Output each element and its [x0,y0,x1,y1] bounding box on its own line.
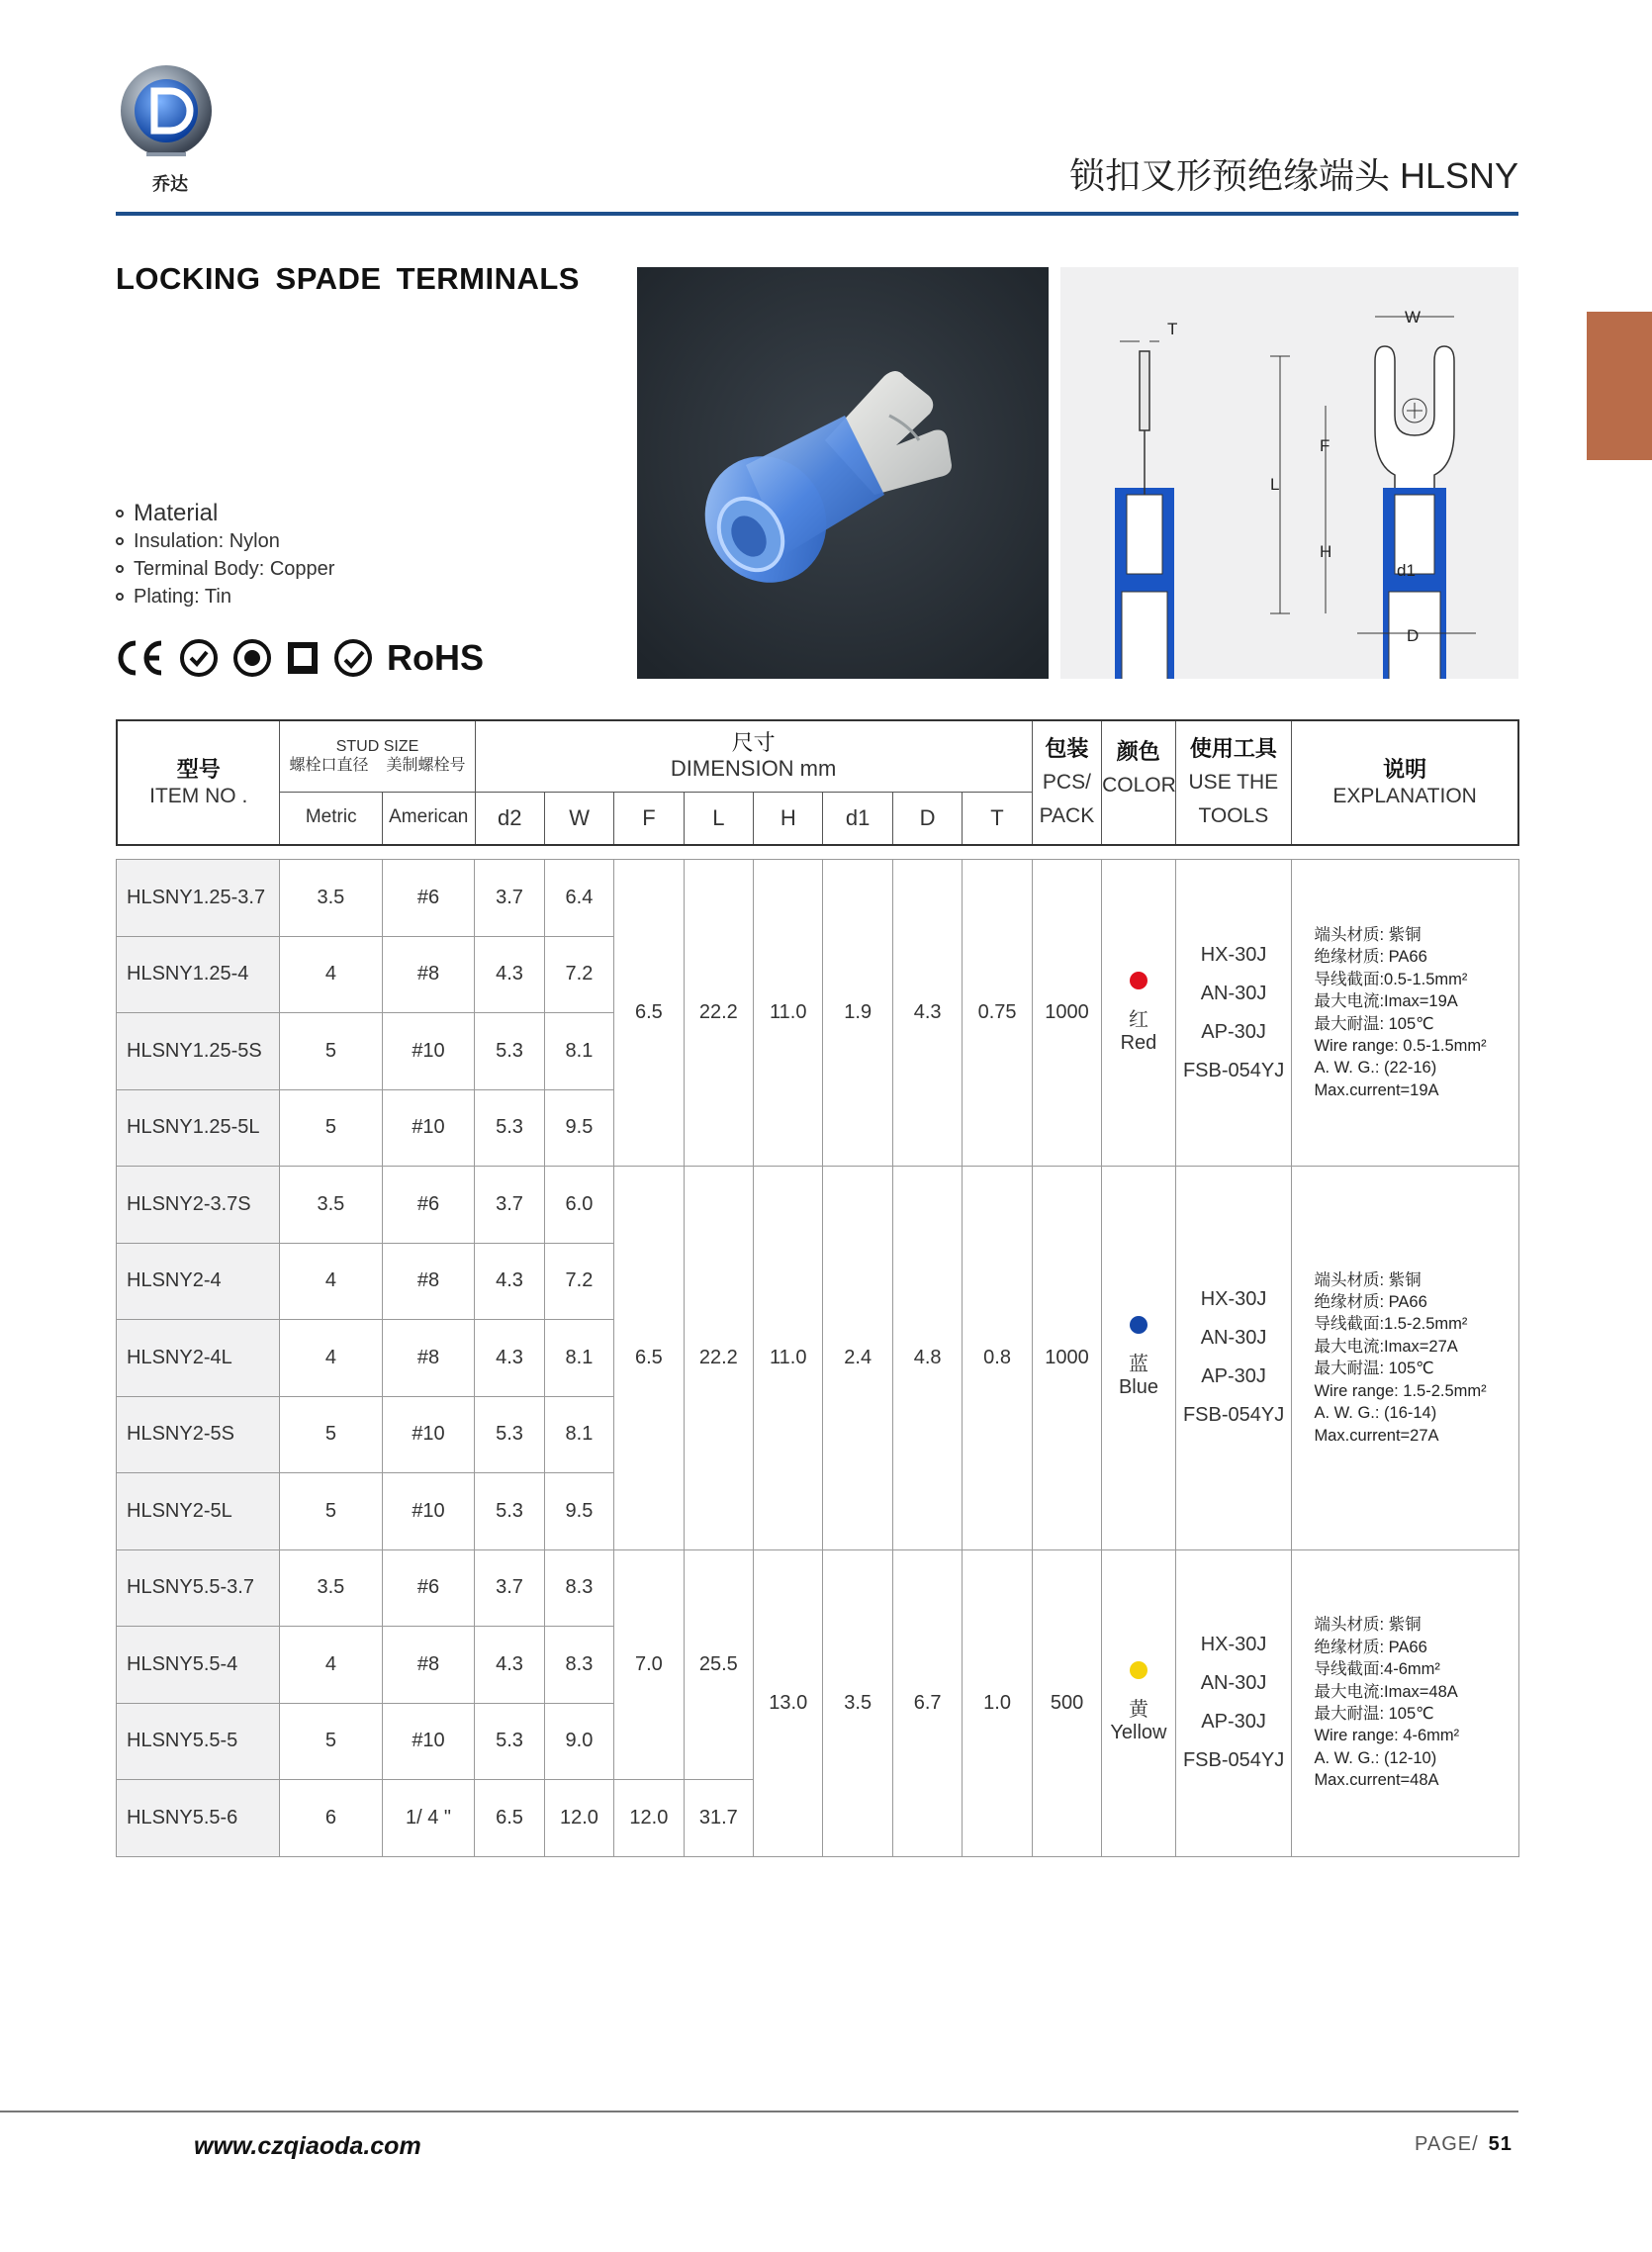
explanation-line: 最大电流:Imax=48A [1314,1682,1458,1701]
bullet-icon [116,537,124,545]
h-cell: 13.0 [754,1549,823,1856]
color-cn: 黄 [1128,1699,1148,1721]
explanation-line: Max.current=27A [1314,1426,1439,1445]
quality-mark-icon [232,638,272,678]
item-no: HLSNY2-5S [117,1396,280,1473]
metric-cell: 3.5 [280,1549,383,1627]
header-tools [1175,720,1292,845]
american-cell: #8 [382,936,475,1013]
explanation-line: 最大电流:Imax=27A [1314,1337,1458,1356]
footer-divider [0,2111,1518,2112]
explanation-line: 最大耐温: 105℃ [1314,1360,1434,1378]
tool-name: AP-30J [1201,1020,1266,1043]
american-cell: #8 [382,1243,475,1320]
ce-mark-icon [116,638,165,678]
header-dim-l: L [684,792,753,845]
d-cell: 4.8 [892,1167,962,1550]
header-stud-title: STUD SIZE [335,738,419,756]
explanation-cell [1292,1549,1519,1856]
header-dim-t: T [963,792,1032,845]
item-no: HLSNY1.25-5L [117,1089,280,1167]
metric-cell: 5 [280,1396,383,1473]
explanation-cell [1292,1167,1519,1550]
certification-marks [116,633,484,683]
d2-cell: 4.3 [475,1243,544,1320]
header-pack-cn: 包装 [1045,736,1089,761]
color-dot-icon [1130,1316,1147,1334]
ul-mark-icon [286,638,320,678]
f-cell: 7.0 [614,1549,684,1780]
tool-name: HX-30J [1200,1288,1267,1311]
w-cell: 8.1 [544,1013,613,1090]
explanation-line: 端头材质: 紫铜 [1314,1616,1422,1635]
t-cell: 0.8 [963,1167,1032,1550]
w-cell: 9.5 [544,1089,613,1167]
w-cell: 12.0 [544,1780,613,1857]
color-en: Red [1120,1031,1157,1054]
l-cell: 25.5 [684,1549,753,1780]
w-cell: 6.4 [544,860,613,937]
h-cell: 11.0 [754,1167,823,1550]
tools-cell [1175,1549,1292,1856]
item-no: HLSNY5.5-4 [117,1627,280,1704]
diagram-label-t: T [1167,320,1178,338]
metric-cell: 6 [280,1780,383,1857]
rohs-mark: RoHS [387,637,484,678]
tool-name: FSB-054YJ [1182,1059,1285,1081]
item-no: HLSNY5.5-6 [117,1780,280,1857]
d2-cell: 4.3 [475,936,544,1013]
american-cell: #10 [382,1013,475,1090]
explanation-line: 最大电流:Imax=19A [1314,992,1458,1011]
d2-cell: 3.7 [475,1167,544,1244]
metric-cell: 5 [280,1703,383,1780]
l-cell: 22.2 [684,1167,753,1550]
explanation-line: 绝缘材质: PA66 [1314,948,1427,967]
tool-name: AN-30J [1200,982,1267,1004]
header-color-en: COLOR [1102,774,1176,797]
item-no: HLSNY2-4L [117,1320,280,1397]
d2-cell: 4.3 [475,1627,544,1704]
d1-cell: 3.5 [823,1549,892,1856]
item-no: HLSNY1.25-3.7 [117,860,280,937]
h-cell: 11.0 [754,860,823,1167]
explanation-line: 导线截面:1.5-2.5mm² [1314,1315,1468,1334]
t-cell: 1.0 [963,1549,1032,1856]
dimension-drawing [1060,267,1518,679]
header-explanation [1292,720,1518,845]
section-tab [1587,312,1652,460]
american-cell: #10 [382,1473,475,1550]
header-pack [1032,720,1101,845]
f-cell: 6.5 [614,860,684,1167]
d2-cell: 5.3 [475,1089,544,1167]
w-cell: 9.0 [544,1703,613,1780]
explanation-line: Max.current=48A [1314,1771,1439,1790]
color-dot-icon [1130,1661,1147,1679]
page-label: PAGE/ [1415,2133,1479,2155]
color-cell [1102,1549,1175,1856]
color-en: Yellow [1110,1722,1167,1743]
material-list [116,500,334,610]
metric-cell: 4 [280,936,383,1013]
item-no: HLSNY5.5-3.7 [117,1549,280,1627]
item-no: HLSNY2-4 [117,1243,280,1320]
header-tools-cn: 使用工具 [1189,736,1277,761]
w-cell: 9.5 [544,1473,613,1550]
pack-cell: 500 [1032,1549,1101,1856]
diagram-label-d1: d1 [1397,561,1416,580]
american-cell: #6 [382,860,475,937]
table-header [116,719,1519,846]
w-cell: 8.1 [544,1320,613,1397]
header-divider [116,212,1518,216]
color-cell [1102,1167,1175,1550]
l-cell: 22.2 [684,860,753,1167]
tool-name: AP-30J [1201,1365,1266,1388]
item-no: HLSNY2-5L [117,1473,280,1550]
american-cell: 1/ 4 " [382,1780,475,1857]
header-tools-en2: TOOLS [1198,804,1269,827]
american-cell: #6 [382,1167,475,1244]
header-dim-w: W [544,792,613,845]
tool-name: HX-30J [1200,1634,1267,1655]
w-cell: 8.3 [544,1627,613,1704]
header-dim-h: H [754,792,823,845]
f-cell: 12.0 [614,1780,684,1857]
explanation-line: 端头材质: 紫铜 [1314,1270,1422,1289]
header-dim-d1: d1 [823,792,892,845]
header-metric: Metric [280,792,383,845]
material-item: Insulation: Nylon [134,529,280,552]
l-cell: 31.7 [684,1780,753,1857]
material-heading: Material [134,500,219,526]
explanation-line: A. W. G.: (16-14) [1314,1404,1437,1423]
d1-cell: 2.4 [823,1167,892,1550]
tool-name: HX-30J [1200,943,1267,966]
website-url[interactable]: www.czqiaoda.com [194,2132,421,2160]
explanation-line: 绝缘材质: PA66 [1314,1292,1427,1311]
page-title: 锁扣叉形预绝缘端头 HLSNY [1068,155,1518,196]
explanation-line: 最大耐温: 105℃ [1314,1014,1434,1033]
american-cell: #8 [382,1320,475,1397]
diagram-label-h: H [1320,542,1332,561]
header-expl-en: EXPLANATION [1332,784,1477,807]
d-cell: 6.7 [892,1549,962,1856]
diagram-label-l: L [1270,475,1280,494]
explanation-line: 绝缘材质: PA66 [1314,1638,1427,1656]
diagram-label-d: D [1407,626,1420,645]
material-item: Terminal Body: Copper [134,557,335,580]
bullet-icon [116,565,124,573]
header-color [1102,720,1175,845]
page-number [1415,2133,1513,2156]
american-cell: #8 [382,1627,475,1704]
tool-name: AN-30J [1200,1327,1267,1350]
d2-cell: 3.7 [475,860,544,937]
product-title: LOCKING SPADE TERMINALS [116,261,580,296]
metric-cell: 4 [280,1627,383,1704]
header-stud-american-cn: 美制螺栓号 [386,757,466,775]
d2-cell: 6.5 [475,1780,544,1857]
bullet-icon [116,593,124,601]
explanation-line: Max.current=19A [1314,1080,1439,1099]
diagram-label-w: W [1405,308,1422,327]
american-cell: #6 [382,1549,475,1627]
header-dimension [475,720,1032,792]
header-stud-size [280,720,475,792]
color-cn: 红 [1128,1008,1148,1031]
tool-name: AP-30J [1201,1711,1266,1733]
tools-cell [1175,1167,1292,1550]
explanation-cell [1292,860,1519,1167]
w-cell: 6.0 [544,1167,613,1244]
header-dim-d2: d2 [475,792,544,845]
header-item [117,720,280,845]
metric-cell: 5 [280,1013,383,1090]
table-row [117,1549,1519,1627]
product-photo [637,267,1049,679]
color-en: Blue [1118,1376,1158,1399]
spec-table [116,859,1519,1857]
metric-cell: 5 [280,1473,383,1550]
ccc-mark-icon [179,638,219,678]
metric-cell: 4 [280,1320,383,1397]
item-no: HLSNY1.25-5S [117,1013,280,1090]
tool-name: AN-30J [1200,1672,1267,1694]
pack-cell: 1000 [1032,1167,1101,1550]
d2-cell: 5.3 [475,1396,544,1473]
metric-cell: 3.5 [280,1167,383,1244]
header-stud-metric-cn: 螺栓口直径 [289,757,369,775]
header-tools-en1: USE THE [1188,771,1279,794]
material-item: Plating: Tin [134,585,231,608]
d-cell: 4.3 [892,860,962,1167]
w-cell: 7.2 [544,1243,613,1320]
item-no: HLSNY2-3.7S [117,1167,280,1244]
tools-cell [1175,860,1292,1167]
color-dot-icon [1130,972,1147,989]
explanation-line: 端头材质: 紫铜 [1314,925,1422,944]
explanation-line: A. W. G.: (12-10) [1314,1748,1437,1767]
color-cn: 蓝 [1128,1354,1148,1376]
header-dim-en: DIMENSION mm [670,756,837,782]
sgs-mark-icon [333,638,373,678]
tool-name: FSB-054YJ [1182,1404,1285,1427]
explanation-line: Wire range: 0.5-1.5mm² [1314,1036,1487,1055]
diagram-label-f: F [1320,436,1331,455]
w-cell: 8.3 [544,1549,613,1627]
d2-cell: 4.3 [475,1320,544,1397]
tool-name: FSB-054YJ [1182,1749,1285,1771]
header-american: American [383,792,476,845]
explanation-line: A. W. G.: (22-16) [1314,1059,1437,1078]
color-cell [1102,860,1175,1167]
header-expl-cn: 说明 [1383,757,1427,783]
metric-cell: 3.5 [280,860,383,937]
explanation-line: Wire range: 4-6mm² [1314,1727,1460,1745]
header-dim-d: D [892,792,962,845]
d2-cell: 5.3 [475,1013,544,1090]
american-cell: #10 [382,1396,475,1473]
item-no: HLSNY5.5-5 [117,1703,280,1780]
w-cell: 7.2 [544,936,613,1013]
header-item-en: ITEM NO . [149,784,248,807]
american-cell: #10 [382,1703,475,1780]
t-cell: 0.75 [963,860,1032,1167]
table-row [117,1167,1519,1244]
header-color-cn: 颜色 [1116,739,1160,764]
page-number-value: 51 [1488,2133,1513,2155]
explanation-line: 导线截面:0.5-1.5mm² [1314,970,1468,988]
header-dim-f: F [614,792,684,845]
pack-cell: 1000 [1032,860,1101,1167]
american-cell: #10 [382,1089,475,1167]
d1-cell: 1.9 [823,860,892,1167]
header-pack-en2: PACK [1039,804,1095,827]
logo-text: 乔达 [152,174,188,194]
header-dim-cn: 尺寸 [731,729,776,755]
bullet-icon [116,510,124,517]
item-no: HLSNY1.25-4 [117,936,280,1013]
table-row [117,860,1519,937]
metric-cell: 5 [280,1089,383,1167]
w-cell: 8.1 [544,1396,613,1473]
d2-cell: 5.3 [475,1703,544,1780]
metric-cell: 4 [280,1243,383,1320]
f-cell: 6.5 [614,1167,684,1550]
header-item-cn: 型号 [176,757,221,783]
explanation-line: 导线截面:4-6mm² [1314,1660,1440,1679]
d2-cell: 3.7 [475,1549,544,1627]
d2-cell: 5.3 [475,1473,544,1550]
header-pack-en1: PCS/ [1042,771,1091,794]
company-logo [117,59,221,198]
explanation-line: Wire range: 1.5-2.5mm² [1314,1381,1487,1400]
explanation-line: 最大耐温: 105℃ [1314,1705,1434,1723]
